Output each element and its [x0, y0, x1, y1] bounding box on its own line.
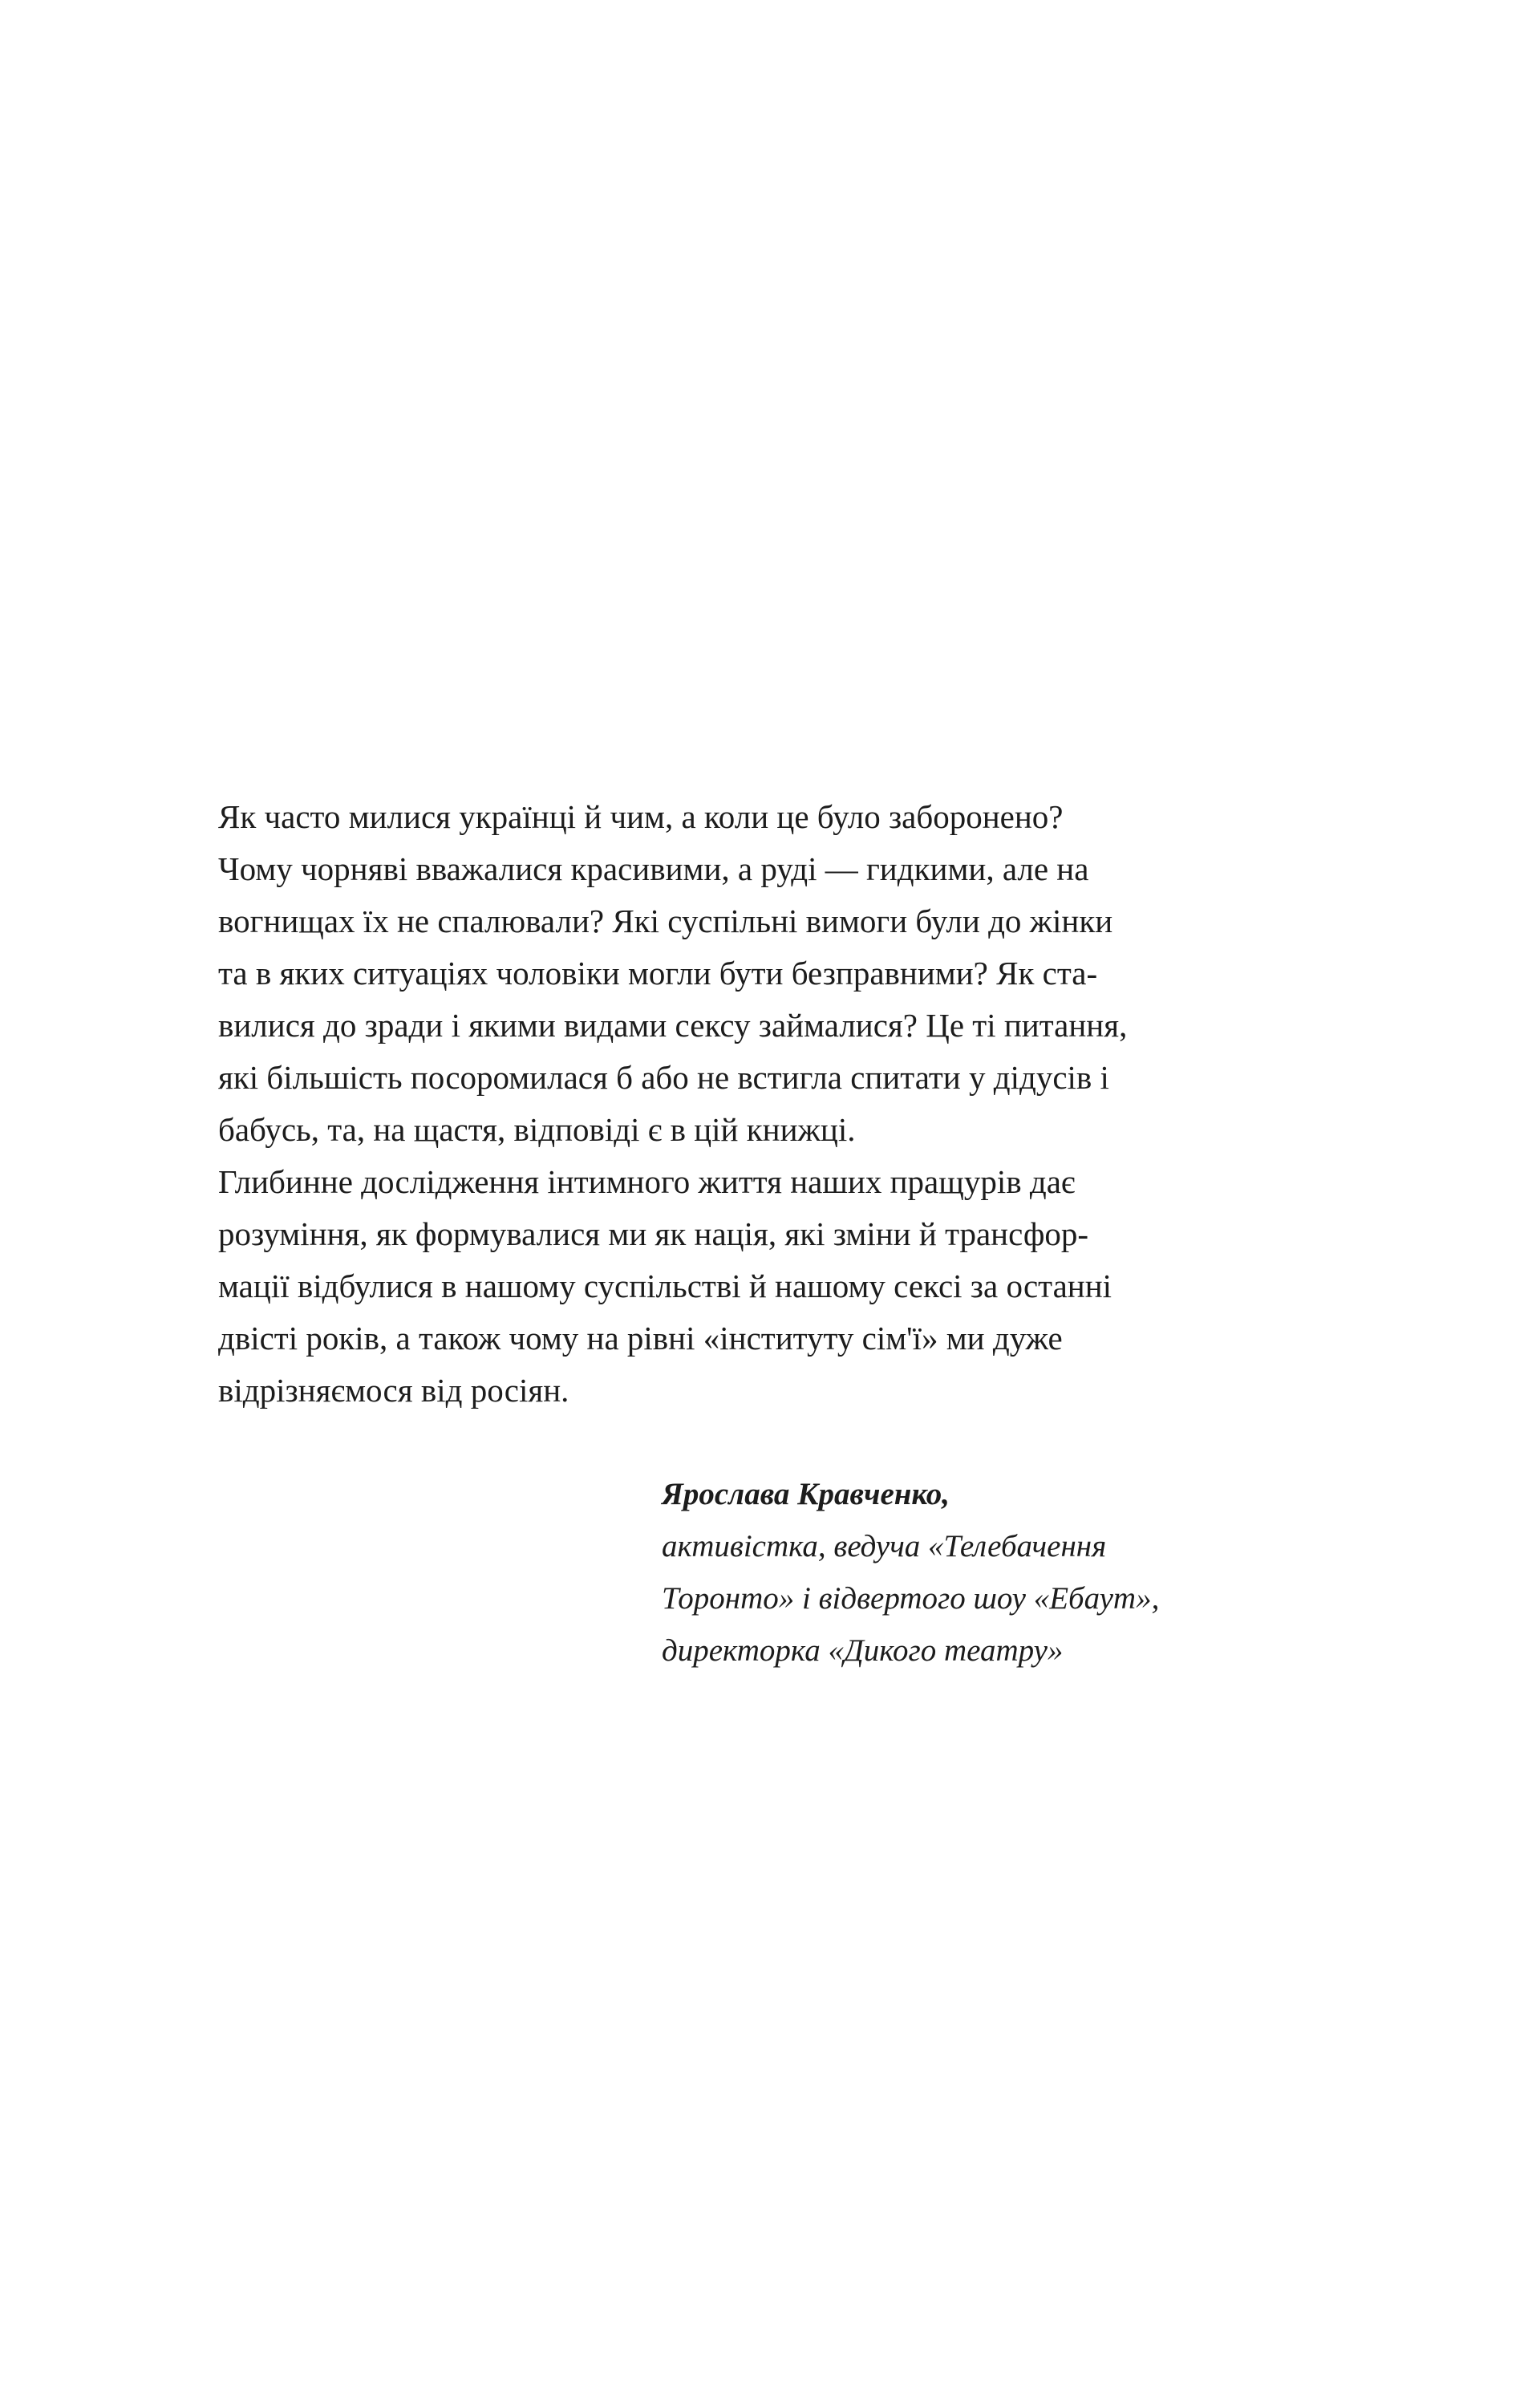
author-title-line: Торонто» і відвертого шоу «Ебаут»,: [662, 1581, 1160, 1616]
author-title-line: директорка «Дикого театру»: [662, 1633, 1064, 1668]
text-line: Чому чорняві вважалися красивими, а руді — гидкими, але на: [218, 850, 1089, 887]
text-line: які більшість посоромилася б або не встигла спитати у дідусів і: [218, 1059, 1109, 1096]
text-line: двісті років, а також чому на рівні «інституту сім'ї» ми дуже: [218, 1320, 1063, 1357]
author-name: Ярослава Кравченко,: [662, 1477, 950, 1511]
text-line: Глибинне дослідження інтимного життя наших пращурів дає: [218, 1163, 1076, 1200]
text-line: відрізняємося від росіян.: [218, 1372, 569, 1409]
text-line: мації відбулися в нашому суспільстві й нашому сексі за останні: [218, 1267, 1112, 1304]
text-line: бабусь, та, на щастя, відповіді є в цій книжці.: [218, 1111, 856, 1148]
author-title-line: активістка, ведуча «Телебачення: [662, 1529, 1107, 1564]
signature-block: [662, 1468, 1384, 1677]
text-line: вилися до зради і якими видами сексу займалися? Це ті питання,: [218, 1007, 1128, 1044]
blurb-text: [218, 791, 1277, 1417]
text-line: Як часто милися українці й чим, а коли це було заборонено?: [218, 798, 1064, 835]
text-line: розуміння, як формувалися ми як нація, які зміни й трансфор-: [218, 1215, 1089, 1252]
text-line: та в яких ситуаціях чоловіки могли бути безправними? Як ста-: [218, 955, 1098, 992]
text-line: вогнищах їх не спалювали? Які суспільні вимоги були до жінки: [218, 902, 1113, 939]
